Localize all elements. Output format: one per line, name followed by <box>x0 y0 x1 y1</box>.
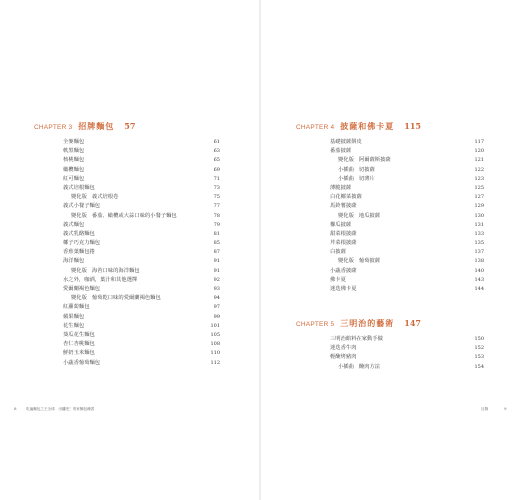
toc-entry-title <box>338 166 375 175</box>
folio-left: 8 <box>14 406 17 411</box>
toc-entry-title <box>63 313 84 322</box>
toc-entry <box>330 202 484 211</box>
toc-entry-text: 葡萄披薩 <box>358 258 381 265</box>
toc-entry-title <box>63 349 95 358</box>
toc-entry-text: 花生麵包 <box>63 322 85 329</box>
toc-entry <box>63 239 220 248</box>
toc-entry <box>63 340 220 349</box>
toc-entry-title <box>63 166 84 175</box>
toc-entry-page: 108 <box>210 341 220 348</box>
toc-entry-text: 海苔口味的海洋麵包 <box>91 267 140 274</box>
toc-entry-page: 140 <box>474 267 484 274</box>
toc-entry-page: 91 <box>213 258 220 265</box>
toc-entry-text: 葡萄乾口味的愛爾蘭褐色麵包 <box>91 295 161 302</box>
toc-entry-text: 馬鈴薯披薩 <box>330 203 357 210</box>
chapter-page-number: 115 <box>404 121 421 131</box>
chapter-3-heading <box>34 121 135 132</box>
toc-entry-page: 125 <box>474 184 484 191</box>
toc-entry-text: 切披薩 <box>358 166 375 173</box>
toc-entry-text: 佛卡夏 <box>330 276 346 283</box>
toc-entry-text: 香蕉葉麵包捲 <box>63 249 95 256</box>
toc-entry-page: 138 <box>474 258 484 265</box>
toc-entry-page: 154 <box>474 363 484 370</box>
toc-entry-text: 輕醃烤豬肉 <box>330 354 357 361</box>
toc-entry <box>63 175 220 184</box>
toc-entry-text: 軟黑麵包 <box>63 148 85 155</box>
running-footer-left: 吃遍麵包之王全球 出爐吧！的家麵包練習 <box>26 407 95 411</box>
toc-entry-page: 127 <box>474 194 484 201</box>
toc-entry <box>63 156 220 165</box>
toc-entry-text: 白花椰菜披薩 <box>330 194 362 201</box>
toc-entry <box>330 335 484 344</box>
toc-entry <box>63 285 220 294</box>
toc-entry-tag: 變化版 <box>338 258 354 265</box>
toc-entry-tag: 變化版 <box>338 212 354 219</box>
toc-entry-page: 133 <box>474 230 484 237</box>
toc-entry <box>63 193 220 202</box>
toc-list-chapter-5 <box>330 335 484 372</box>
toc-entry-page: 152 <box>474 345 484 352</box>
toc-entry <box>63 349 220 358</box>
toc-entry <box>63 221 220 230</box>
toc-entry-title <box>330 239 357 248</box>
toc-entry-page: 121 <box>474 157 484 164</box>
toc-entry-text: 杏仁杏桃麵包 <box>63 341 95 348</box>
toc-entry <box>330 175 484 184</box>
toc-entry <box>63 267 220 276</box>
toc-entry-page: 94 <box>213 295 220 302</box>
toc-entry-title <box>63 285 100 294</box>
toc-entry <box>63 303 220 312</box>
toc-entry-page: 117 <box>474 139 484 145</box>
toc-entry <box>63 138 220 147</box>
toc-entry-text: 地瓜披薩 <box>358 212 381 219</box>
toc-entry-page: 123 <box>474 175 484 182</box>
toc-entry-text: 小蔬香披薩 <box>330 267 357 274</box>
toc-entry-page: 91 <box>213 267 220 274</box>
toc-entry <box>63 248 220 257</box>
toc-entry-title <box>330 276 346 285</box>
toc-entry-title <box>330 184 351 193</box>
toc-entry <box>63 212 220 221</box>
toc-entry-page: 131 <box>474 221 484 228</box>
toc-entry-title <box>63 184 95 193</box>
toc-entry-text: 橄欖麵包 <box>63 166 85 173</box>
toc-entry <box>330 353 484 362</box>
toc-entry-text: 番茄披薩 <box>330 148 352 155</box>
toc-entry-title <box>63 147 84 156</box>
chapter-4-heading <box>296 121 421 132</box>
toc-entry-text: 切薄片 <box>358 175 375 182</box>
toc-entry <box>63 230 220 239</box>
toc-entry <box>330 267 484 276</box>
toc-entry-page: 101 <box>210 322 220 329</box>
toc-entry-title <box>63 322 84 331</box>
toc-entry-page: 120 <box>474 148 484 155</box>
toc-entry-text: 義式培根卷 <box>91 194 119 201</box>
toc-entry-page: 130 <box>474 212 484 219</box>
toc-entry <box>330 344 484 353</box>
toc-entry-page: 92 <box>213 276 220 283</box>
toc-entry-tag: 變化版 <box>338 157 354 164</box>
toc-entry <box>330 193 484 202</box>
toc-entry-title <box>63 239 100 248</box>
toc-entry-text: 紅可麵包 <box>63 175 85 182</box>
toc-entry-text: 小蔬香葡萄麵包 <box>63 359 101 366</box>
toc-entry-title <box>71 294 161 303</box>
toc-entry <box>330 156 484 165</box>
toc-entry-title <box>63 257 84 266</box>
toc-entry-tag: 小插曲 <box>338 175 354 182</box>
toc-entry <box>330 184 484 193</box>
toc-entry-tag: 變化版 <box>71 267 87 274</box>
toc-list-chapter-3 <box>63 138 220 368</box>
toc-entry <box>63 322 220 331</box>
toc-entry-text: 義式小餐子麵包 <box>63 203 101 210</box>
toc-entry-text: 核桃麵包 <box>63 157 85 164</box>
toc-entry-text: 芹菜根披薩 <box>330 240 357 247</box>
toc-entry <box>330 138 484 147</box>
toc-entry-title <box>338 156 391 165</box>
toc-entry-page: 87 <box>213 249 220 256</box>
toc-entry-page: 110 <box>210 350 220 357</box>
chapter-label: CHAPTER 5 <box>296 321 335 328</box>
toc-entry-tag: 變化版 <box>71 212 87 219</box>
toc-entry-text: 白披薩 <box>330 249 346 256</box>
toc-entry-text: 薄脆披薩 <box>330 184 352 191</box>
folio-right: 9 <box>504 406 507 411</box>
toc-entry-title <box>63 359 100 368</box>
toc-entry-text: 義式麵包 <box>63 221 85 228</box>
left-page <box>0 0 259 500</box>
toc-entry-text: 櫛瓜披薩 <box>330 221 352 228</box>
toc-entry-page: 105 <box>210 331 220 338</box>
toc-entry-page: 77 <box>213 203 220 210</box>
toc-entry-title <box>63 138 84 147</box>
toc-entry-page: 129 <box>474 203 484 210</box>
toc-entry-page: 153 <box>474 354 484 361</box>
toc-entry-title <box>71 212 177 221</box>
toc-entry-title <box>338 175 375 184</box>
toc-entry <box>330 363 484 372</box>
toc-entry-text: 基礎披薩餅皮 <box>330 139 362 145</box>
running-footer-right: 目錄 <box>481 407 489 411</box>
toc-entry-title <box>330 193 362 202</box>
toc-entry-page: 150 <box>474 336 484 342</box>
chapter-label: CHAPTER 4 <box>296 124 335 131</box>
toc-entry-title <box>63 276 137 285</box>
toc-entry-page: 135 <box>474 240 484 247</box>
toc-entry-tag: 小插曲 <box>338 363 354 370</box>
toc-entry-page: 93 <box>213 286 220 292</box>
toc-entry <box>63 276 220 285</box>
toc-entry-text: 全麥麵包 <box>63 139 85 145</box>
toc-entry <box>63 257 220 266</box>
toc-entry <box>330 257 484 266</box>
toc-entry <box>330 230 484 239</box>
toc-entry-text: 鮮奶玉米麵包 <box>63 350 95 357</box>
chapter-label: CHAPTER 3 <box>34 124 73 131</box>
toc-entry-page: 75 <box>213 194 220 201</box>
toc-entry <box>330 212 484 221</box>
toc-entry-text: 葵瓜花生麵包 <box>63 331 95 338</box>
toc-entry-page: 97 <box>213 304 220 311</box>
toc-entry-text: 義式乳酪麵包 <box>63 230 95 237</box>
toc-entry-text: 紅蘿蔔麵包 <box>63 304 90 311</box>
toc-entry-title <box>330 285 357 294</box>
toc-entry <box>330 239 484 248</box>
toc-entry <box>330 221 484 230</box>
chapter-title: 披薩和佛卡夏 <box>340 121 395 131</box>
chapter-title: 招牌麵包 <box>78 121 115 131</box>
toc-entry-text: 迷迭香牛肉 <box>330 345 357 352</box>
toc-entry-title <box>338 212 380 221</box>
toc-entry-page: 137 <box>474 249 484 256</box>
toc-entry-title <box>63 221 84 230</box>
chapter-page-number: 147 <box>404 318 421 328</box>
toc-entry-text: 義式培根麵包 <box>63 184 95 191</box>
toc-entry-page: 61 <box>213 139 220 145</box>
toc-entry-tag: 變化版 <box>71 295 87 302</box>
toc-entry-page: 73 <box>213 184 220 191</box>
toc-entry-tag: 小插曲 <box>338 166 354 173</box>
toc-entry-title <box>330 267 357 276</box>
toc-entry-page: 81 <box>213 230 220 237</box>
toc-entry-page: 79 <box>213 221 220 228</box>
toc-entry-title <box>63 331 95 340</box>
toc-entry-page: 144 <box>474 286 484 292</box>
toc-entry-text: 迷迭佛卡夏 <box>330 286 357 292</box>
toc-entry-page: 143 <box>474 276 484 283</box>
toc-entry <box>63 184 220 193</box>
toc-entry <box>63 294 220 303</box>
toc-entry-text: 番茄、橄欖或大蒜口味的小餐子麵包 <box>91 212 177 219</box>
toc-entry-text: 三明治餡料在家動手做 <box>330 336 383 342</box>
toc-entry <box>63 313 220 322</box>
toc-entry-title <box>71 193 118 202</box>
toc-entry <box>63 331 220 340</box>
toc-entry-title <box>63 202 100 211</box>
toc-entry-title <box>330 221 351 230</box>
toc-entry <box>63 147 220 156</box>
toc-entry-title <box>330 335 383 344</box>
toc-entry-title <box>63 340 95 349</box>
toc-entry-page: 112 <box>210 359 220 366</box>
toc-entry-page: 63 <box>213 148 220 155</box>
toc-entry-text: 阿爾薩斯披薩 <box>358 157 391 164</box>
toc-entry-page: 99 <box>213 313 220 320</box>
chapter-5-heading <box>296 318 421 329</box>
toc-entry-title <box>63 156 84 165</box>
toc-entry-title <box>338 363 380 372</box>
chapter-title: 三明治的藝術 <box>340 318 395 328</box>
toc-entry <box>63 202 220 211</box>
toc-entry-page: 65 <box>213 157 220 164</box>
toc-entry-title <box>71 267 140 276</box>
toc-entry <box>330 248 484 257</box>
toc-entry-title <box>330 147 351 156</box>
toc-list-chapter-4 <box>330 138 484 294</box>
toc-entry-title <box>63 248 95 257</box>
toc-entry <box>330 147 484 156</box>
toc-entry-page: 71 <box>213 175 220 182</box>
toc-entry-text: 海洋麵包 <box>63 258 85 265</box>
toc-entry-title <box>330 248 346 257</box>
toc-entry-title <box>63 303 90 312</box>
toc-entry-title <box>63 230 95 239</box>
toc-entry-text: 愛爾蘭褐色麵包 <box>63 286 101 292</box>
toc-entry <box>63 166 220 175</box>
toc-entry-title <box>330 138 362 147</box>
toc-entry <box>330 166 484 175</box>
toc-entry-title <box>330 202 357 211</box>
toc-entry <box>330 276 484 285</box>
toc-entry-text: 水之外，咖酒，葉汁和其他選擇 <box>63 276 138 283</box>
toc-entry-text: 椰子巧克力麵包 <box>63 240 101 247</box>
toc-entry-page: 78 <box>213 212 220 219</box>
toc-entry-page: 122 <box>474 166 484 173</box>
toc-entry-title <box>338 257 380 266</box>
toc-entry-title <box>330 344 357 353</box>
toc-entry-tag: 變化版 <box>71 194 87 201</box>
right-page <box>261 0 520 500</box>
toc-entry <box>330 285 484 294</box>
toc-entry-title <box>330 230 357 239</box>
toc-entry-page: 69 <box>213 166 220 173</box>
toc-entry-page: 85 <box>213 240 220 247</box>
toc-entry-text: 蘋果麵包 <box>63 313 85 320</box>
chapter-page-number: 57 <box>124 121 136 131</box>
toc-entry <box>63 359 220 368</box>
toc-entry-title <box>330 353 357 362</box>
toc-entry-text: 甜菜根披薩 <box>330 230 357 237</box>
toc-entry-title <box>63 175 84 184</box>
toc-entry-text: 醃肉方法 <box>358 363 381 370</box>
